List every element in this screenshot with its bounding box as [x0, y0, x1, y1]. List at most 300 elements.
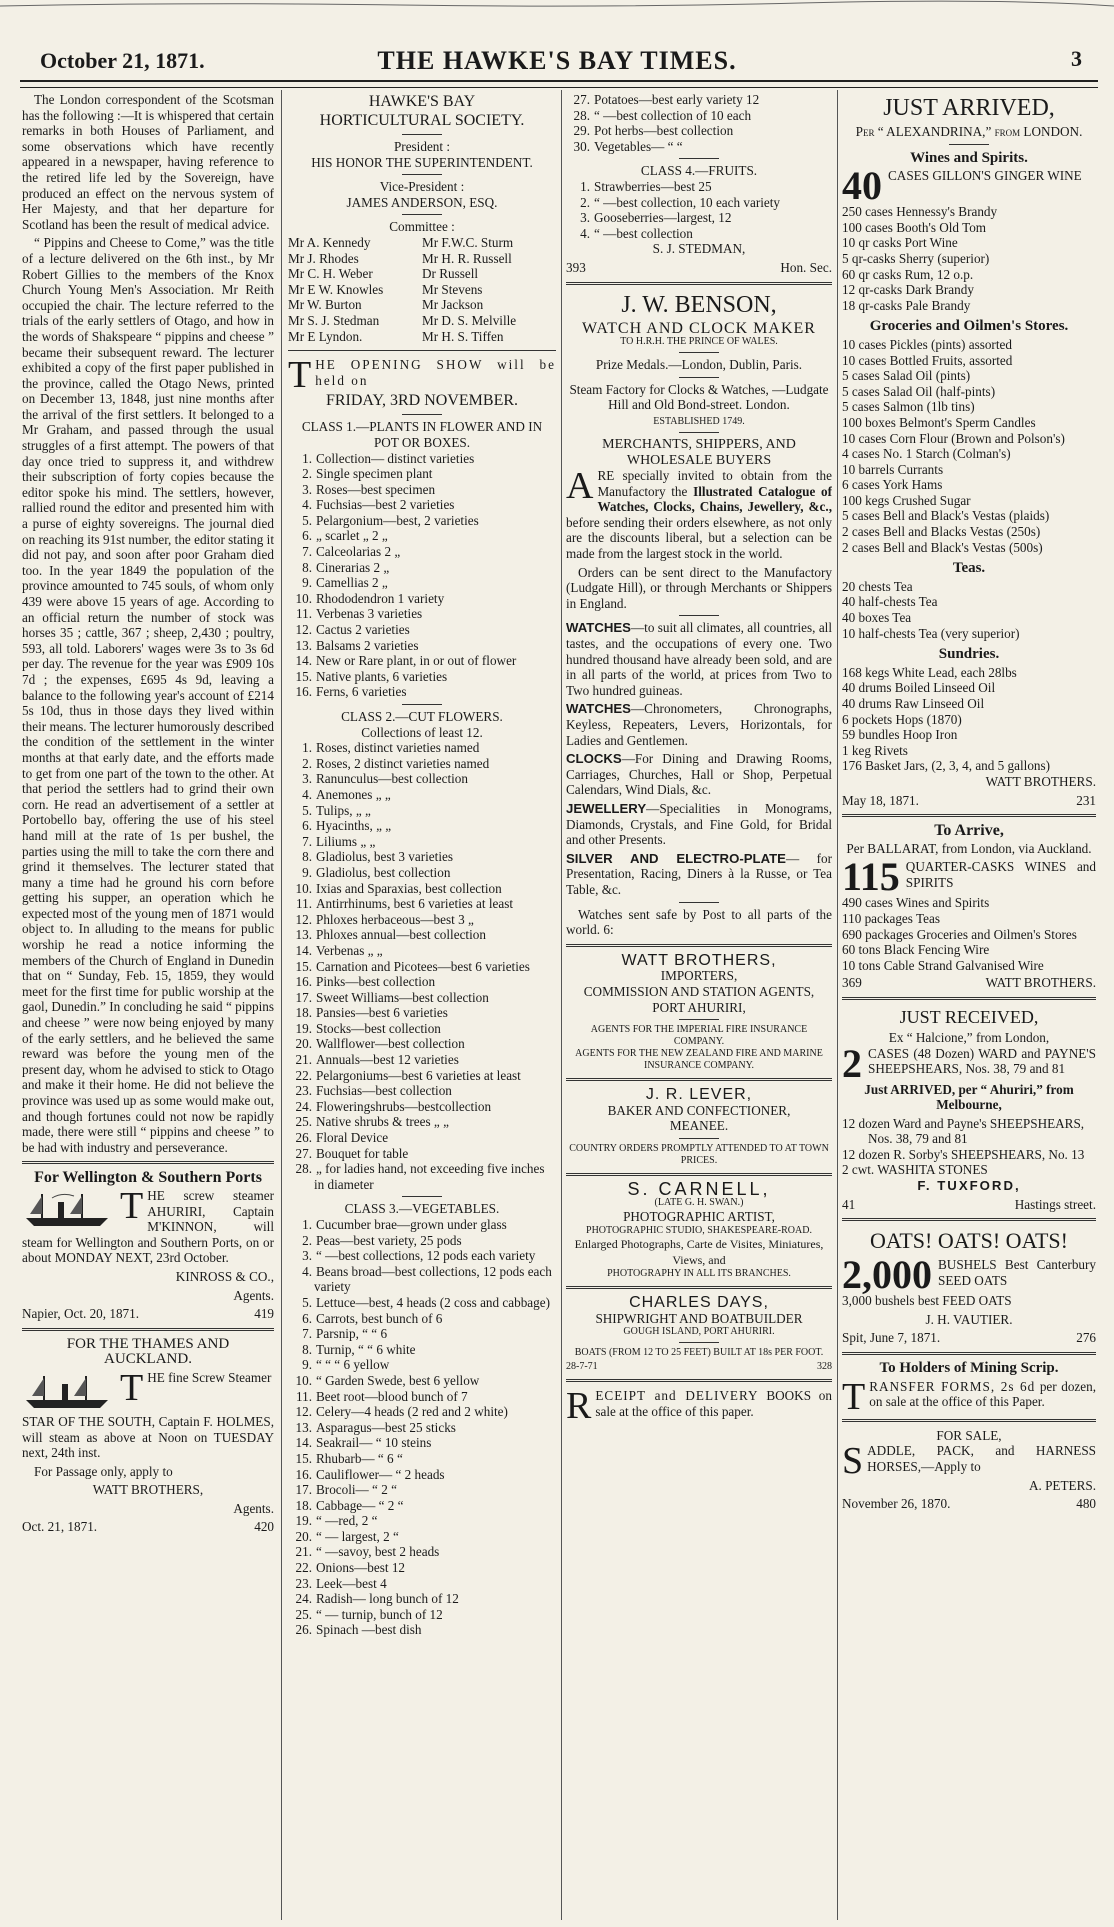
oats-date: Spit, June 7, 1871.: [842, 1330, 941, 1346]
teas-heading: Teas.: [952, 560, 986, 577]
item-number: 1.: [580, 178, 590, 194]
item-number: 25.: [295, 1606, 312, 1622]
oats-big-text: BUSHELS Best Canterbury SEED OATS: [938, 1257, 1096, 1288]
item-number: 6.: [302, 528, 312, 544]
committee-member: Mr C. H. Weber: [288, 266, 373, 282]
item-number: 13.: [295, 637, 312, 653]
ad-ref: 420: [254, 1519, 274, 1535]
item-number: 9.: [302, 864, 312, 880]
divider: [679, 377, 719, 378]
class3-item: [288, 1513, 556, 1529]
carnell-line: PHOTOGRAPHIC STUDIO, SHAKESPEARE-ROAD.: [586, 1225, 812, 1237]
benson-watches2-text: —Chronometers, Chronographs, Keyless, Repeaters, Levers, Horizontals, for Ladies and Gentlemen.: [566, 701, 832, 748]
committee-member: Mr E W. Knowles: [288, 281, 384, 297]
watt-line: IMPORTERS,: [660, 968, 738, 984]
to-arrive-list: [842, 895, 1096, 973]
item-number: 21.: [295, 1544, 312, 1560]
item-text: Leek—best 4: [316, 1575, 387, 1591]
class2-item: [288, 771, 556, 787]
wine-item: 250 cases Hennessy's Brandy: [842, 204, 998, 220]
item-text: Asparagus—best 25 sticks: [316, 1419, 456, 1435]
president: HIS HONOR THE SUPERINTENDENT.: [311, 154, 533, 170]
item-number: 5.: [302, 1294, 312, 1310]
class3-item: [288, 1233, 556, 1249]
item-text: Cabbage— “ 2 “: [316, 1497, 404, 1513]
item-text: Ranunculus—best collection: [316, 771, 468, 787]
item-text: Rhubarb— “ 6 “: [316, 1450, 403, 1466]
item-text: Celery—4 heads (2 red and 2 white): [316, 1404, 508, 1420]
class2-item: [288, 1146, 556, 1162]
class1-list: [288, 451, 556, 701]
class2-item: [288, 1036, 556, 1052]
receipt-text: BOOKS on sale at the office of this paper.: [595, 1388, 832, 1420]
committee-member: Mr J. Rhodes: [288, 250, 359, 266]
divider: [842, 1218, 1096, 1221]
ad-watt-brothers: [566, 953, 832, 1072]
to-arrive-big-number: 115: [842, 854, 900, 900]
header-date: October 21, 1871.: [40, 48, 205, 73]
class1-item: [288, 575, 556, 591]
divider: [842, 997, 1096, 1000]
class3-item: [288, 1435, 556, 1451]
class2-item: [288, 1068, 556, 1084]
steamship-icon: [22, 1372, 114, 1412]
item-text: „ scarlet „ 2 „: [316, 528, 388, 544]
class1-item: [288, 560, 556, 576]
class2-list: [288, 740, 556, 1192]
committee-member: Mr W. Burton: [288, 297, 362, 313]
item-number: 28.: [295, 1161, 312, 1177]
class3-item: [288, 1295, 556, 1311]
lever-title: J. R. LEVER,: [645, 1086, 753, 1104]
item-number: 1.: [302, 740, 312, 756]
just-received-big-text: CASES (48 Dozen) WARD and PAYNE'S SHEEPSHEARS, Nos. 38, 79 and 81: [868, 1045, 1096, 1077]
item-number: 16.: [295, 974, 312, 990]
item-text: Pelargonium—best, 2 varieties: [316, 512, 479, 528]
lever-line: BAKER AND CONFECTIONER,: [607, 1102, 791, 1118]
benson-silver-text: — for Presentation, Racing, Diners à la Russe, or Tea Table, &c.: [566, 850, 832, 897]
class3-item: [288, 1544, 556, 1560]
class2-item: [288, 740, 556, 756]
wines-big-text: CASES GILLON'S GINGER WINE: [888, 168, 1082, 184]
item-number: 7.: [302, 1326, 312, 1342]
wine-item: 60 qr casks Rum, 12 o.p.: [842, 266, 974, 282]
sundry-item: 40 drums Boiled Linseed Oil: [842, 680, 996, 696]
item-text: Rhododendron 1 variety: [316, 590, 445, 606]
item-number: 3.: [580, 210, 590, 226]
column-2: [288, 92, 556, 1922]
divider: [679, 352, 719, 353]
oats-big-number: 2,000: [842, 1252, 932, 1298]
class1-item: [288, 669, 556, 685]
item-number: 26.: [295, 1622, 312, 1638]
class3-item: [288, 1264, 556, 1295]
scrip-heading: To Holders of Mining Scrip.: [879, 1360, 1059, 1377]
item-text: Gladiolus, best 3 varieties: [316, 849, 453, 865]
column-1: [22, 92, 274, 1922]
grocery-item: 2 cases Bell and Blacks Vestas (250s): [842, 524, 1041, 540]
item-text: Liliums „ „: [316, 833, 376, 849]
item-text: Parsnip, “ “ 6: [316, 1326, 388, 1342]
committee-member: Mr F.W.C. Sturm: [422, 234, 514, 250]
column-divider: [837, 90, 838, 1920]
class3-item: [288, 1451, 556, 1467]
item-text: Lettuce—best, 4 heads (2 coss and cabbage): [316, 1294, 550, 1310]
groceries-heading: Groceries and Oilmen's Stores.: [869, 318, 1069, 335]
item-text: Camellias 2 „: [316, 575, 388, 591]
carnell-line: (LATE G. H. SWAN.): [654, 1197, 744, 1209]
society-title: HAWKE'S BAY: [368, 93, 476, 110]
watt-line: PORT AHURIRI,: [652, 999, 746, 1015]
class1-item: [288, 638, 556, 654]
ad-body: STAR OF THE SOUTH, Captain F. HOLMES, will steam as above at Noon on TUESDAY next, 24th inst.: [22, 1413, 274, 1461]
item-number: 10.: [295, 880, 312, 896]
class3-item: [288, 1404, 556, 1420]
item-text: Strawberries—best 25: [594, 178, 712, 194]
ad-body: HE fine Screw Steamer: [147, 1369, 272, 1385]
grocery-item: 5 cases Salad Oil (half-pints): [842, 383, 996, 399]
wines-list: [842, 204, 1096, 313]
lever-line: MEANEE.: [669, 1118, 729, 1134]
item-number: 11.: [296, 896, 312, 912]
to-arrive-sign: WATT BROTHERS.: [985, 975, 1096, 991]
item-text: Vegetables— “ “: [594, 138, 683, 154]
item-number: 20.: [295, 1528, 312, 1544]
divider: [288, 350, 556, 351]
item-text: Potatoes—best early variety 12: [594, 92, 760, 107]
item-number: 27.: [295, 1145, 312, 1161]
item-number: 6.: [302, 818, 312, 834]
just-received-item: 2 cwt. WASHITA STONES: [842, 1162, 988, 1178]
class1-item: [288, 591, 556, 607]
divider: [679, 1019, 719, 1020]
item-text: Spinach —best dish: [316, 1622, 422, 1638]
benson-post: Watches sent safe by Post to all parts of the world.: [566, 906, 832, 938]
committee-member: Mr S. J. Stedman: [288, 312, 380, 328]
top-scan-line: [0, 0, 1114, 10]
wine-item: 12 qr-casks Dark Brandy: [842, 282, 974, 298]
ad-heading: For Wellington & Southern Ports: [34, 1169, 262, 1187]
to-arrive-ref: 369: [842, 975, 862, 991]
item-number: 8.: [302, 559, 312, 575]
item-text: Pelargoniums—best 6 varieties at least: [316, 1067, 521, 1083]
item-number: 15.: [295, 958, 312, 974]
ad-wellington-steamer: [22, 1170, 274, 1321]
drop-cap: A: [566, 465, 594, 508]
scrip-text: per dozen, on sale at the office of this Paper.: [869, 1378, 1096, 1410]
class3-item: [288, 1420, 556, 1436]
sale-heading: FOR SALE,: [936, 1427, 1002, 1443]
secretary-ref: 393: [566, 259, 586, 275]
item-number: 17.: [295, 989, 312, 1005]
just-arrived-per: Per “ ALEXANDRINA,” from LONDON.: [855, 124, 1083, 139]
just-arrived-title: JUST ARRIVED,: [883, 95, 1055, 121]
wine-item: 5 qr-casks Sherry (superior): [842, 250, 990, 266]
item-text: Balsams 2 varieties: [316, 637, 419, 653]
item-number: 10.: [295, 590, 312, 606]
class1-item: [288, 606, 556, 622]
committee-label: Committee :: [389, 219, 455, 235]
item-text: Fuchsias—best 2 varieties: [316, 497, 455, 513]
benson-jewellery-text: —Specialities in Monograms, Diamonds, Crystals, and Fine Gold, for Bridal and other Presents.: [566, 800, 832, 848]
item-number: 12.: [295, 911, 312, 927]
class3-item: [566, 92, 832, 108]
class2-item: [288, 896, 556, 912]
oats-feed: 3,000 bushels best FEED OATS: [842, 1293, 1012, 1309]
divider: [566, 1379, 832, 1382]
tea-item: 40 boxes Tea: [842, 610, 912, 626]
class3-item: [288, 1373, 556, 1389]
item-number: 11.: [296, 606, 312, 622]
item-number: 9.: [302, 575, 312, 591]
item-number: 8.: [302, 1341, 312, 1357]
class2-item: [288, 1083, 556, 1099]
class1-item: [288, 482, 556, 498]
class3-item: [566, 123, 832, 139]
divider: [22, 1161, 274, 1164]
divider: [842, 1352, 1096, 1355]
lever-line: COUNTRY ORDERS PROMPTLY ATTENDED TO AT TOWN PRICES.: [569, 1142, 829, 1166]
class3-item: [288, 1622, 556, 1638]
item-text: Gladiolus, best collection: [316, 864, 451, 880]
item-text: Radish— long bunch of 12: [316, 1591, 459, 1607]
item-number: 14.: [295, 653, 312, 669]
item-text: Calceolarias 2 „: [316, 544, 401, 560]
divider: [679, 615, 719, 616]
item-number: 24.: [295, 1098, 312, 1114]
item-number: 14.: [295, 942, 312, 958]
class3-item: [288, 1560, 556, 1576]
page-header: [10, 40, 1104, 80]
drop-cap: T: [842, 1375, 866, 1418]
page-number: 3: [1071, 46, 1082, 71]
watt-agents: AGENTS FOR THE NEW ZEALAND FIRE AND MARINE INSURANCE COMPANY.: [575, 1048, 823, 1072]
item-number: 2.: [580, 194, 590, 210]
item-text: Antirrhinums, best 6 varieties at least: [316, 896, 514, 912]
item-number: 12.: [295, 1404, 312, 1420]
class1-item: [288, 684, 556, 700]
class3-item: [288, 1467, 556, 1483]
item-number: 24.: [295, 1591, 312, 1607]
item-number: 6.: [302, 1310, 312, 1326]
class2-item: [288, 1021, 556, 1037]
just-received-list: [842, 1116, 1096, 1178]
to-arrive-big-text: QUARTER-CASKS WINES and SPIRITS: [905, 859, 1096, 890]
vice-president-label: Vice-President :: [379, 179, 465, 195]
item-number: 10.: [295, 1372, 312, 1388]
committee-member: Mr A. Kennedy: [288, 234, 371, 250]
class4-item: [566, 210, 832, 226]
scrip-text: RANSFER FORMS, 2s 6d: [869, 1378, 1036, 1394]
class4-item: [566, 226, 832, 242]
item-text: Annuals—best 12 varieties: [316, 1052, 459, 1068]
benson-ref: 6:: [603, 922, 614, 938]
item-text: “ —savoy, best 2 heads: [316, 1544, 440, 1560]
tea-item: 10 half-chests Tea (very superior): [842, 625, 1020, 641]
class4-item: [566, 195, 832, 211]
article-pippins-and-cheese: “ Pippins and Cheese to Come,” was the title of a lecture delivered on the 6th inst., by Mr Robert Gillies to the members of the Knox Church Young Men's Association. Mr Reith occupied the chair. The lecture referred to the trials of the early settlers of Otago, and how in the words of Shakspeare “ pippins and cheese ” became their subsequent reward. The lecturer exhibited a copy of the first paper published in the province, called the Otago News, printed on December 13, 1848, just nine months after the arrival of the first settlers. It belonged to a Mr Graham, and passed through the usual struggles of a first attempt. The powers of that day once tried to suppress it, and withdrew their subscription of forty copies because the editor spoke his mind. The settlers, however, rallied round the editor and presented him with a purse of eighty sovereigns. The journal died on reaching its 91st number, the editor stating it did not pay, and soon after poor Graham died too. In the year 1849 the population of the province amounted to 745 souls, of whom only 439 were above 15 years of age. According to an official return the number of stock was horses 35 ; cattle, 367 ; sheep, 2,430 ; poultry, 593, all told. Laborers' wages were 3s to 3s 6d per day. The revenue for the year was £909 10s 7d ; the expenses, £695 4s 9d, leaving a balance to the following year's account of £214 5s 10d, thus in those days they lived within their means. The lecturer humorously described the condition of the settlement in the winter months at that early date, and the efforts made to get from one part of the town to the other. At that period the settlers had to grind their own corn. He read an advertisement of a settler at Portobello bay, offering the use of his steel hand mill at the rate of 1s per bushel, the parties using the mill to take the corn there and grind it themselves. The lecturer stated that many a time had he ground his corn before getting his supper, an operation which he expected most of the young men of 1871 would object to. In alluding to the means for public worship he read a notice informing the members of the Church of England in Dunedin that on “ Sunday, Feb. 15, 1859, they would meet for the first time for public worship at the gaol, Dunedin.” In concluding he said “ pippins and cheese ” were now being enjoyed by many of the early settlers, and he believed the same reward was before the young men of the present day, whom he advised to stick to Otago and make it their home. He did not believe the province was used up as some would make out, and though fortunes could not now be rapidly made, there were still “ pippins and cheese ” to be had with industry and perseverance.: [22, 235, 274, 1155]
groceries-list: [842, 337, 1096, 555]
ad-body: For Passage only, apply to: [34, 1463, 173, 1479]
class2-item: [288, 943, 556, 959]
item-text: “ — largest, 2 “: [316, 1528, 399, 1544]
ad-agent: WATT BROTHERS,: [92, 1482, 204, 1498]
item-number: 28.: [573, 107, 590, 123]
item-number: 23.: [295, 1575, 312, 1591]
item-text: Carnation and Picotees—best 6 varieties: [316, 958, 530, 974]
item-text: “ — turnip, bunch of 12: [316, 1606, 443, 1622]
class3-item: [288, 1342, 556, 1358]
society-title: HORTICULTURAL SOCIETY.: [319, 112, 525, 129]
wines-heading: Wines and Spirits.: [910, 149, 1028, 166]
class3-item: [288, 1311, 556, 1327]
class1-item: [288, 528, 556, 544]
divider: [566, 1286, 832, 1289]
wine-item: 18 qr-casks Pale Brandy: [842, 297, 971, 313]
divider: [402, 174, 442, 175]
item-text: Turnip, “ “ 6 white: [316, 1341, 416, 1357]
tea-item: 40 half-chests Tea: [842, 594, 938, 610]
benson-catalogue: Illustrated Catalogue of Watches, Clocks, Chains, Jewellery, &c.,: [597, 483, 832, 515]
benson-established: ESTABLISHED 1749.: [653, 415, 745, 427]
item-text: New or Rare plant, in or out of flower: [316, 653, 517, 669]
sundries-list: [842, 665, 1096, 774]
divider: [679, 1342, 719, 1343]
sundry-item: 1 keg Rivets: [842, 742, 908, 758]
item-text: Cactus 2 varieties: [316, 622, 410, 638]
divider: [402, 134, 442, 135]
divider: [402, 704, 442, 705]
grocery-item: 5 cases Salmon (1lb tins): [842, 399, 975, 415]
ad-charles-days: [566, 1295, 832, 1373]
item-text: “ “ “ 6 yellow: [316, 1357, 390, 1373]
days-ref: 328: [817, 1361, 832, 1373]
committee-member: Dr Russell: [422, 266, 479, 282]
carnell-line: PHOTOGRAPHY IN ALL ITS BRANCHES.: [607, 1268, 791, 1280]
just-received-item: 12 dozen R. Sorby's SHEEPSHEARS, No. 13: [842, 1146, 1085, 1162]
grocery-item: 10 cases Pickles (pints) assorted: [842, 336, 1012, 352]
just-received-street: Hastings street.: [1014, 1196, 1096, 1212]
benson-silver-label: SILVER AND ELECTRO-PLATE: [566, 850, 786, 866]
class2-item: [288, 834, 556, 850]
just-received-ex: Ex “ Halcione,” from London,: [888, 1029, 1050, 1045]
divider: [566, 282, 832, 285]
sale-sign: A. PETERS.: [1028, 1477, 1096, 1493]
class3-item: [566, 108, 832, 124]
sundry-item: 40 drums Raw Linseed Oil: [842, 696, 985, 711]
committee-member: Mr Jackson: [422, 297, 484, 313]
item-number: 22.: [295, 1067, 312, 1083]
divider: [842, 1419, 1096, 1422]
item-number: 11.: [296, 1388, 312, 1404]
item-number: 4.: [302, 786, 312, 802]
item-number: 4.: [580, 225, 590, 241]
item-number: 2.: [302, 755, 312, 771]
vice-president: JAMES ANDERSON, ESQ.: [346, 194, 498, 210]
divider: [566, 1173, 832, 1176]
divider: [402, 214, 442, 215]
item-text: Pinks—best collection: [316, 974, 436, 990]
item-number: 7.: [302, 833, 312, 849]
class2-item: [288, 1099, 556, 1115]
item-text: Single specimen plant: [316, 466, 433, 482]
committee-member: Mr D. S. Melville: [422, 312, 517, 328]
item-number: 2.: [302, 1232, 312, 1248]
column-4: [842, 92, 1096, 1922]
divider: [22, 1328, 274, 1331]
sundry-item: 59 bundles Hoop Iron: [842, 727, 958, 743]
class2-item: [288, 990, 556, 1006]
sundries-heading: Sundries.: [938, 646, 1000, 663]
committee-member: Mr E Lyndon.: [288, 328, 363, 344]
committee-list: [288, 235, 556, 344]
class3-item: [288, 1389, 556, 1405]
drop-cap: T: [120, 1184, 144, 1227]
class2-item: [288, 756, 556, 772]
benson-royal: TO H.R.H. THE PRINCE OF WALES.: [620, 336, 778, 348]
item-text: Seakrail— “ 10 steins: [316, 1435, 432, 1451]
sundry-item: 168 kegs White Lead, each 28lbs: [842, 664, 1017, 680]
president-label: President :: [393, 139, 451, 154]
just-arrived-date: May 18, 1871.: [842, 792, 919, 808]
item-text: Phloxes herbaceous—best 3 „: [316, 911, 474, 927]
ad-agents-label: Agents.: [233, 1500, 274, 1516]
to-arrive-item: 60 tons Black Fencing Wire: [842, 942, 990, 958]
ad-heading: FOR THE THAMES AND AUCKLAND.: [66, 1335, 230, 1368]
benson-para: RE specially invited to obtain from the Manufactory the: [597, 468, 832, 499]
just-received-title: JUST RECEIVED,: [899, 1006, 1039, 1027]
item-text: Wallflower—best collection: [316, 1036, 465, 1052]
just-received-sign: F. TUXFORD,: [917, 1178, 1021, 1194]
header-rule: [20, 80, 1098, 88]
benson-para: before sending their orders elsewhere, as not only are the discounts liberal, but a selection can be made from the largest stock in the world.: [566, 514, 832, 562]
ad-carnell: [566, 1178, 832, 1280]
item-number: 15.: [295, 1450, 312, 1466]
drop-cap: S: [842, 1440, 864, 1483]
grocery-item: 5 cases Salad Oil (pints): [842, 368, 971, 384]
class1-item: [288, 653, 556, 669]
grocery-item: 2 cases Bell and Black's Vestas (500s): [842, 539, 1043, 555]
item-text: Beans broad—best collections, 12 pods each variety: [314, 1263, 552, 1295]
days-date: 28-7-71: [566, 1361, 598, 1373]
class1-item: [288, 544, 556, 560]
divider: [566, 1078, 832, 1081]
drop-cap: T: [288, 354, 312, 397]
days-line: SHIPWRIGHT AND BOATBUILDER: [595, 1310, 803, 1326]
committee-member: Mr Stevens: [422, 281, 483, 297]
class3-list: [288, 1217, 556, 1638]
to-arrive-item: 490 cases Wines and Spirits: [842, 895, 990, 911]
item-number: 26.: [295, 1130, 312, 1146]
grocery-item: 6 cases York Hams: [842, 477, 943, 493]
item-text: Bouquet for table: [316, 1145, 409, 1161]
grocery-item: 5 cases Bell and Black's Vestas (plaids): [842, 508, 1050, 524]
watt-title: WATT BROTHERS,: [621, 951, 777, 969]
drop-cap: R: [566, 1385, 592, 1428]
item-number: 16.: [295, 1466, 312, 1482]
class2-item: [288, 927, 556, 943]
committee-member: Mr H. S. Tiffen: [422, 328, 504, 344]
class2-subheading: Collections of least 12.: [361, 724, 483, 740]
divider: [402, 414, 442, 415]
divider: [679, 1138, 719, 1139]
item-text: Ferns, 6 varieties: [316, 684, 407, 700]
class3-item: [288, 1498, 556, 1514]
show-announcement: HE OPENING SHOW will be held on: [315, 357, 556, 388]
grocery-item: 4 cases No. 1 Starch (Colman's): [842, 446, 1011, 462]
days-title: CHARLES DAYS,: [629, 1294, 769, 1312]
item-text: Pot herbs—best collection: [594, 123, 734, 139]
